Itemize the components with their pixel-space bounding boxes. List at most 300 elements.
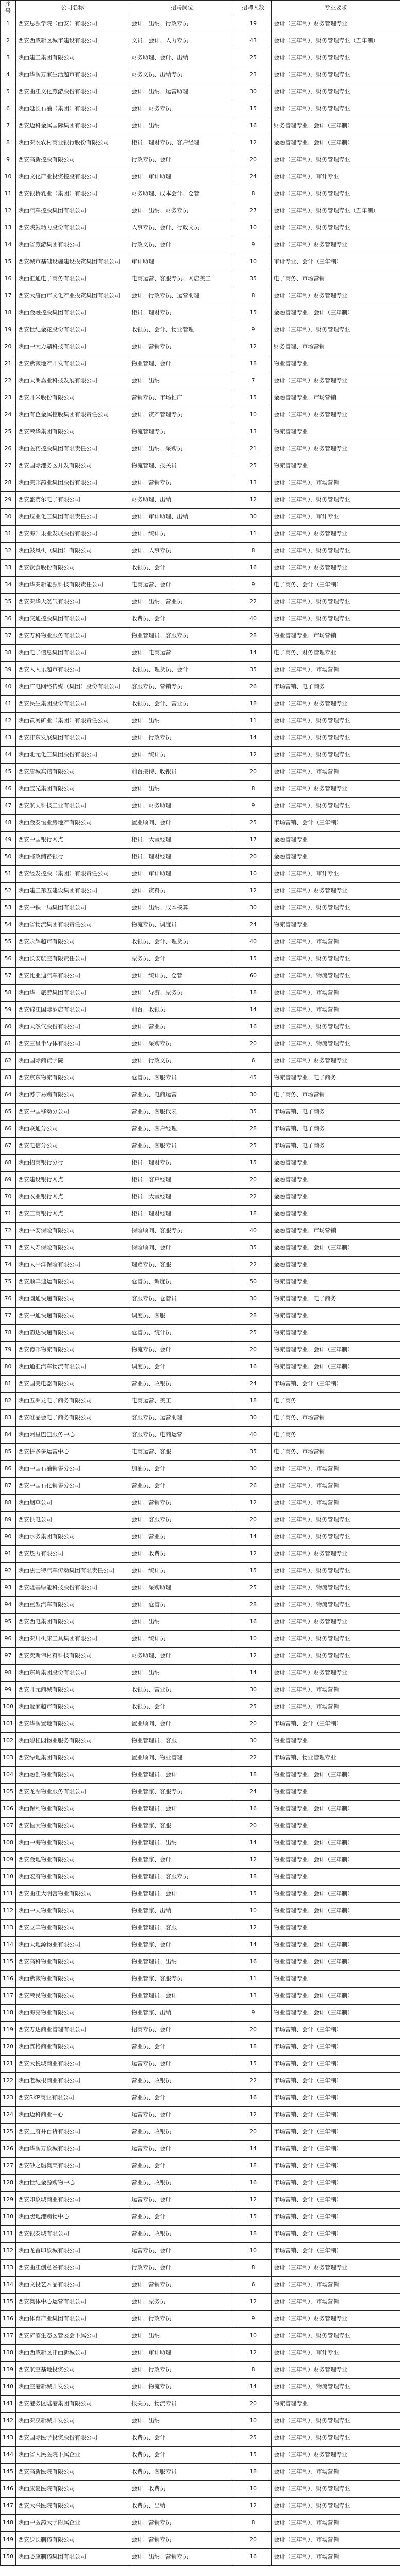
requirement-cell: 会计（三年制）财务管理专业	[272, 1053, 400, 1070]
company-cell: 西安隆基绿能科技股份有限公司	[16, 1580, 129, 1597]
company-cell: 西安饮食股份有限公司	[16, 560, 129, 577]
company-cell: 陕西省物流集团有限责任公司	[16, 917, 129, 934]
position-cell: 物业管理员、客服	[129, 1733, 235, 1750]
headcount-cell: 8	[235, 2515, 272, 2532]
table-row	[1, 1597, 400, 1614]
requirement-cell: 会计（三年制）、审计专业	[272, 866, 400, 883]
serial-cell: 139	[1, 2362, 16, 2379]
serial-cell: 60	[1, 1019, 16, 1036]
table-row	[1, 543, 400, 560]
position-cell: 会计、审计助理	[129, 866, 235, 883]
position-cell: 物业管理员、出纳	[129, 1835, 235, 1852]
requirement-cell: 会计（三年制）财务管理专业	[272, 406, 400, 423]
table-row	[1, 2515, 400, 2532]
table-row	[1, 798, 400, 815]
serial-cell: 40	[1, 679, 16, 696]
requirement-cell: 会计（三年制）、财务管理专业	[272, 185, 400, 202]
position-cell: 收银员、会计、营业员	[129, 696, 235, 713]
table-row	[1, 2498, 400, 2515]
company-cell: 西安中国移动分公司	[16, 1104, 129, 1121]
headcount-cell: 9	[235, 798, 272, 815]
table-row	[1, 1818, 400, 1835]
position-cell: 会计、审计助理	[129, 2345, 235, 2362]
headcount-cell: 10	[235, 2481, 272, 2498]
table-row	[1, 270, 400, 287]
headcount-cell: 16	[235, 1954, 272, 1971]
company-cell: 西安迈科金属国际集团有限公司	[16, 117, 129, 134]
headcount-cell: 12	[235, 2294, 272, 2311]
position-cell: 物业管理员、客服专员	[129, 628, 235, 645]
requirement-cell: 市场营销、会计（三年制）	[272, 2039, 400, 2056]
headcount-cell: 7	[235, 372, 272, 389]
company-cell: 西安曲江创意谷有限公司	[16, 2260, 129, 2277]
company-cell: 陕西文投艺术品有限公司	[16, 2277, 129, 2294]
serial-cell: 121	[1, 2056, 16, 2073]
table-row	[1, 2005, 400, 2022]
company-cell: 西安浐灞生态区管委会下属公司	[16, 2328, 129, 2345]
serial-cell: 91	[1, 1546, 16, 1563]
table-row	[1, 474, 400, 492]
requirement-cell: 会计（三年制）财务管理专业	[272, 440, 400, 457]
requirement-cell: 物流管理专业、会计（三年制）	[272, 1342, 400, 1359]
company-cell: 西安高新医院有限公司	[16, 2464, 129, 2481]
position-cell: 会计、出纳、营销专员	[129, 2549, 235, 2566]
serial-cell: 17	[1, 287, 16, 304]
position-cell: 行政专员、会计	[129, 2260, 235, 2277]
requirement-cell: 会计（三年制）、财务管理专业	[272, 2481, 400, 2498]
requirement-cell: 金融管理专业	[272, 1257, 400, 1274]
headcount-cell: 15	[235, 951, 272, 968]
company-cell: 陕西汇通电子商务有限公司	[16, 270, 129, 287]
company-cell: 陕西有色金属控股集团有限责任公司	[16, 406, 129, 423]
serial-cell: 75	[1, 1274, 16, 1291]
table-row	[1, 2277, 400, 2294]
table-row	[1, 83, 400, 100]
serial-cell: 71	[1, 1206, 16, 1223]
serial-cell: 84	[1, 1427, 16, 1444]
serial-cell: 116	[1, 1971, 16, 1988]
serial-cell: 41	[1, 696, 16, 713]
header-position: 招聘岗位	[129, 1, 235, 15]
table-row	[1, 117, 400, 134]
requirement-cell: 会计（三年制）财务管理专业	[272, 1614, 400, 1631]
requirement-cell: 会计（三年制）、市场营销	[272, 764, 400, 781]
position-cell: 会计、营销专员	[129, 338, 235, 355]
serial-cell: 119	[1, 2022, 16, 2039]
headcount-cell: 9	[235, 236, 272, 253]
headcount-cell: 12	[235, 747, 272, 764]
table-row	[1, 1937, 400, 1954]
position-cell: 营业员、客服代表	[129, 1104, 235, 1121]
company-cell: 西安人寿保险有限公司	[16, 1240, 129, 1257]
serial-cell: 128	[1, 2175, 16, 2192]
serial-cell: 22	[1, 372, 16, 389]
serial-cell: 95	[1, 1614, 16, 1631]
company-cell: 陕西韵达快递有限公司	[16, 1325, 129, 1342]
table-row	[1, 764, 400, 781]
table-row	[1, 2328, 400, 2345]
serial-cell: 42	[1, 713, 16, 730]
headcount-cell: 40	[235, 1427, 272, 1444]
serial-cell: 149	[1, 2532, 16, 2549]
company-cell: 西安金地物业有限公司	[16, 1852, 129, 1869]
headcount-cell: 12	[235, 2498, 272, 2515]
requirement-cell: 会计（三年制）、财务管理专业（五年制）	[272, 32, 400, 49]
table-row	[1, 2124, 400, 2141]
requirement-cell: 财务管理专业、会计（三年制）	[272, 117, 400, 134]
position-cell: 票务员、会计	[129, 951, 235, 968]
requirement-cell: 会计（三年制）财务管理专业	[272, 236, 400, 253]
headcount-cell: 22	[235, 594, 272, 611]
table-row	[1, 509, 400, 526]
company-cell: 西安唐城宾馆有限公司	[16, 764, 129, 781]
company-cell: 陕西平安保险有限公司	[16, 1223, 129, 1240]
requirement-cell: 物业管理专业、会计（三年制）	[272, 1903, 400, 1920]
position-cell: 物流管理、报关员	[129, 457, 235, 474]
position-cell: 调度员、会计	[129, 1359, 235, 1376]
company-cell: 陕西海亮物业有限公司	[16, 2005, 129, 2022]
company-cell: 陕西苏宁易购有限公司	[16, 1087, 129, 1104]
position-cell: 收费员、客服专员	[129, 2464, 235, 2481]
serial-cell: 69	[1, 1172, 16, 1189]
table-row	[1, 1138, 400, 1155]
position-cell: 营业员、收银员	[129, 2175, 235, 2192]
serial-cell: 65	[1, 1104, 16, 1121]
serial-cell: 129	[1, 2192, 16, 2209]
headcount-cell: 24	[235, 1376, 272, 1393]
headcount-cell: 11	[235, 526, 272, 543]
company-cell: 陕西长安航空有限责任公司	[16, 951, 129, 968]
table-row	[1, 1036, 400, 1053]
serial-cell: 4	[1, 66, 16, 83]
company-cell: 陕西宏府物业有限公司	[16, 1869, 129, 1886]
table-row	[1, 951, 400, 968]
company-cell: 西安西电集团有限公司	[16, 1614, 129, 1631]
headcount-cell: 28	[235, 1597, 272, 1614]
requirement-cell: 物业管理专业、会计（三年制）	[272, 1801, 400, 1818]
requirement-cell: 会计（三年制）财务管理专业	[272, 2447, 400, 2464]
table-row	[1, 338, 400, 355]
company-cell: 陕西紫薇物业有限公司	[16, 1971, 129, 1988]
requirement-cell: 市场营销、会计（三年制）	[272, 2073, 400, 2090]
table-row	[1, 934, 400, 951]
position-cell: 电商运营、美工	[129, 1393, 235, 1410]
headcount-cell: 10	[235, 406, 272, 423]
headcount-cell: 20	[235, 1172, 272, 1189]
table-row	[1, 253, 400, 270]
position-cell: 物业管理、会计	[129, 355, 235, 372]
requirement-cell: 会计（三年制）、财务管理专业	[272, 1563, 400, 1580]
company-cell: 西安华润置地有限公司	[16, 1716, 129, 1733]
serial-cell: 16	[1, 270, 16, 287]
requirement-cell: 会计（三年制）、财务管理专业	[272, 900, 400, 917]
headcount-cell: 9	[235, 2005, 272, 2022]
serial-cell: 80	[1, 1359, 16, 1376]
serial-cell: 1	[1, 15, 16, 32]
company-cell: 陕西融创物业有限公司	[16, 1767, 129, 1784]
serial-cell: 96	[1, 1631, 16, 1648]
serial-cell: 79	[1, 1342, 16, 1359]
company-cell: 西安开元商城有限公司	[16, 1682, 129, 1699]
table-row	[1, 372, 400, 389]
headcount-cell: 26	[235, 1478, 272, 1495]
company-cell: 西安三星半导体有限公司	[16, 1036, 129, 1053]
company-cell: 西安砂之船奥莱有限公司	[16, 2158, 129, 2175]
position-cell: 柜员、大堂经理	[129, 832, 235, 849]
headcount-cell: 40	[235, 1223, 272, 1240]
headcount-cell: 30	[235, 1733, 272, 1750]
serial-cell: 81	[1, 1376, 16, 1393]
company-cell: 西安海升果业发展股份有限公司	[16, 526, 129, 543]
serial-cell: 140	[1, 2379, 16, 2396]
headcount-cell: 30	[235, 1291, 272, 1308]
requirement-cell: 会计（三年制）、物流管理专业	[272, 1036, 400, 1053]
company-cell: 西安万科物业服务有限公司	[16, 628, 129, 645]
serial-cell: 32	[1, 543, 16, 560]
headcount-cell: 25	[235, 2430, 272, 2447]
company-cell: 陕西秦川机床工具集团有限公司	[16, 1631, 129, 1648]
company-cell: 西安德邦物流有限公司	[16, 1342, 129, 1359]
table-row	[1, 2413, 400, 2430]
position-cell: 营业员、会计	[129, 2039, 235, 2056]
requirement-cell: 金融管理专业、会计（三年制）	[272, 304, 400, 321]
table-row	[1, 1002, 400, 1019]
headcount-cell: 16	[235, 2549, 272, 2566]
serial-cell: 11	[1, 185, 16, 202]
company-cell: 西安沣东发展集团有限公司	[16, 730, 129, 747]
table-row	[1, 1223, 400, 1240]
company-cell: 西安民生集团股份有限公司	[16, 696, 129, 713]
requirement-cell: 金融管理专业	[272, 1206, 400, 1223]
company-cell: 西安建设银行网点	[16, 1172, 129, 1189]
position-cell: 会计、出纳	[129, 1665, 235, 1682]
company-cell: 西安国际医学投资股份有限公司	[16, 2430, 129, 2447]
serial-cell: 26	[1, 440, 16, 457]
table-row	[1, 1053, 400, 1070]
headcount-cell: 43	[235, 32, 272, 49]
requirement-cell: 市场营销、电子商务	[272, 1104, 400, 1121]
position-cell: 会计、客服专员	[129, 1512, 235, 1529]
serial-cell: 98	[1, 1665, 16, 1682]
table-row	[1, 49, 400, 66]
table-row	[1, 577, 400, 594]
position-cell: 财务助理、成本会计、仓管	[129, 185, 235, 202]
position-cell: 物业管家、会计	[129, 1852, 235, 1869]
table-row	[1, 32, 400, 49]
table-row	[1, 457, 400, 474]
table-row	[1, 1342, 400, 1359]
requirement-cell: 物流管理专业	[272, 2396, 400, 2413]
position-cell: 会计、出纳	[129, 1614, 235, 1631]
table-row	[1, 134, 400, 151]
headcount-cell: 10	[235, 1903, 272, 1920]
serial-cell: 146	[1, 2481, 16, 2498]
position-cell: 柜员、理财经理	[129, 1206, 235, 1223]
headcount-cell: 18	[235, 2464, 272, 2481]
headcount-cell: 24	[235, 1784, 272, 1801]
headcount-cell: 35	[235, 662, 272, 679]
table-row	[1, 611, 400, 628]
serial-cell: 147	[1, 2498, 16, 2515]
headcount-cell: 20	[235, 849, 272, 866]
requirement-cell: 市场营销、会计（三年制）	[272, 2124, 400, 2141]
company-cell: 陕西医药控股集团有限责任公司	[16, 440, 129, 457]
serial-cell: 18	[1, 304, 16, 321]
requirement-cell: 会计（三年制）、市场营销	[272, 1682, 400, 1699]
table-row	[1, 2447, 400, 2464]
headcount-cell: 9	[235, 577, 272, 594]
headcount-cell: 12	[235, 1495, 272, 1512]
headcount-cell: 20	[235, 2022, 272, 2039]
table-row	[1, 849, 400, 866]
headcount-cell: 9	[235, 321, 272, 338]
table-row	[1, 1563, 400, 1580]
company-cell: 西安思源学院（西安）有限公司	[16, 15, 129, 32]
position-cell: 物业管理员、出纳	[129, 1954, 235, 1971]
table-row	[1, 2073, 400, 2090]
headcount-cell: 17	[235, 832, 272, 849]
company-cell: 陕西圆通快递有限公司	[16, 1291, 129, 1308]
position-cell: 会计、人事专员	[129, 543, 235, 560]
table-row	[1, 866, 400, 883]
position-cell: 文员、会计、人力专员	[129, 32, 235, 49]
headcount-cell: 8	[235, 2362, 272, 2379]
requirement-cell: 金融管理专业	[272, 1172, 400, 1189]
headcount-cell: 14	[235, 2141, 272, 2158]
table-row	[1, 2141, 400, 2158]
table-row	[1, 628, 400, 645]
company-cell: 西安曲江大明宫物业有限公司	[16, 1886, 129, 1903]
requirement-cell: 电子商务、市场营销	[272, 1444, 400, 1461]
requirement-cell: 会计（三年制）、财务管理专业	[272, 1019, 400, 1036]
requirement-cell: 会计（三年制）、财务管理专业	[272, 1631, 400, 1648]
company-cell: 陕西省旅游集团有限公司	[16, 236, 129, 253]
position-cell: 会计、统计员	[129, 1563, 235, 1580]
position-cell: 营业员、会计	[129, 2209, 235, 2226]
position-cell: 会计、营业员	[129, 1019, 235, 1036]
requirement-cell: 市场营销、会计（三年制）	[272, 2022, 400, 2039]
serial-cell: 111	[1, 1886, 16, 1903]
company-cell: 陕西龙首印象城有限公司	[16, 2243, 129, 2260]
headcount-cell: 30	[235, 83, 272, 100]
requirement-cell: 物业管理专业、会计（三年制）	[272, 2005, 400, 2022]
company-cell: 西安国美电器有限公司	[16, 1376, 129, 1393]
position-cell: 会计、行政专员、运营助理	[129, 287, 235, 304]
requirement-cell: 会计（三年制）、审计专业	[272, 168, 400, 185]
company-cell: 西安中国石化销售分公司	[16, 1478, 129, 1495]
position-cell: 物业管理员、客服专员	[129, 1869, 235, 1886]
serial-cell: 87	[1, 1478, 16, 1495]
company-cell: 西安供电公司	[16, 1512, 129, 1529]
serial-cell: 135	[1, 2294, 16, 2311]
position-cell: 客服专员、运营助理	[129, 1410, 235, 1427]
headcount-cell: 6	[235, 2277, 272, 2294]
table-row	[1, 1903, 400, 1920]
headcount-cell: 21	[235, 440, 272, 457]
headcount-cell: 16	[235, 1019, 272, 1036]
table-row	[1, 2090, 400, 2107]
headcount-cell: 18	[235, 1206, 272, 1223]
header-row	[1, 1, 400, 15]
serial-cell: 109	[1, 1852, 16, 1869]
headcount-cell: 15	[235, 2056, 272, 2073]
table-row	[1, 1665, 400, 1682]
table-row	[1, 883, 400, 900]
serial-cell: 46	[1, 781, 16, 798]
position-cell: 柜员、客户经理	[129, 1172, 235, 1189]
headcount-cell: 25	[235, 1325, 272, 1342]
position-cell: 会计、票务员	[129, 2294, 235, 2311]
requirement-cell: 会计（三年制）、财务管理专业	[272, 66, 400, 83]
serial-cell: 53	[1, 900, 16, 917]
company-cell: 西安京东物流有限公司	[16, 1070, 129, 1087]
requirement-cell: 会计（三年制）财务管理专业	[272, 1665, 400, 1682]
company-cell: 西安比亚迪汽车有限公司	[16, 968, 129, 985]
company-cell: 西安航天科技工业有限公司	[16, 798, 129, 815]
company-cell: 陕西秦汉新城开发公司	[16, 2413, 129, 2430]
table-row	[1, 832, 400, 849]
serial-cell: 100	[1, 1699, 16, 1716]
table-row	[1, 2226, 400, 2243]
serial-cell: 2	[1, 32, 16, 49]
headcount-cell: 30	[235, 1087, 272, 1104]
serial-cell: 8	[1, 134, 16, 151]
headcount-cell: 24	[235, 168, 272, 185]
headcount-cell: 28	[235, 628, 272, 645]
table-row	[1, 1869, 400, 1886]
headcount-cell: 14	[235, 1835, 272, 1852]
headcount-cell: 12	[235, 134, 272, 151]
company-cell: 陕西华山旅游集团有限公司	[16, 985, 129, 1002]
table-row	[1, 1325, 400, 1342]
headcount-cell: 11	[235, 1971, 272, 1988]
serial-cell: 118	[1, 2005, 16, 2022]
requirement-cell: 会计（三年制）、财务管理专业	[272, 83, 400, 100]
requirement-cell: 市场营销、电子商务	[272, 679, 400, 696]
requirement-cell: 物业管理专业、会计（三年制）	[272, 1988, 400, 2005]
requirement-cell: 会计（三年制）、市场营销	[272, 2515, 400, 2532]
company-cell: 陕西中国石油销售分公司	[16, 1461, 129, 1478]
headcount-cell: 18	[235, 1869, 272, 1886]
position-cell: 客服专员、营销专员	[129, 679, 235, 696]
table-row	[1, 202, 400, 219]
headcount-cell: 16	[235, 1614, 272, 1631]
serial-cell: 6	[1, 100, 16, 117]
position-cell: 会计、物流专员	[129, 2379, 235, 2396]
headcount-cell: 8	[235, 185, 272, 202]
table-row	[1, 2192, 400, 2209]
headcount-cell: 20	[235, 2396, 272, 2413]
serial-cell: 12	[1, 202, 16, 219]
requirement-cell: 市场营销、会计（三年制）	[272, 1716, 400, 1733]
table-row	[1, 2209, 400, 2226]
company-cell: 西安港务区陆港集团有限公司	[16, 2396, 129, 2413]
headcount-cell: 35	[235, 1104, 272, 1121]
requirement-cell: 会计（三年制）、财务管理专业	[272, 49, 400, 66]
company-cell: 陕西美邦药业集团股份有限公司	[16, 474, 129, 492]
serial-cell: 70	[1, 1189, 16, 1206]
table-row	[1, 2362, 400, 2379]
position-cell: 客服专员、仓管员	[129, 1291, 235, 1308]
table-row	[1, 355, 400, 372]
table-row	[1, 1478, 400, 1495]
table-row	[1, 1512, 400, 1529]
position-cell: 收银员、会计、物业管理	[129, 321, 235, 338]
headcount-cell: 35	[235, 270, 272, 287]
headcount-cell: 25	[235, 815, 272, 832]
position-cell: 会计、出纳、运营助理	[129, 83, 235, 100]
serial-cell: 125	[1, 2124, 16, 2141]
